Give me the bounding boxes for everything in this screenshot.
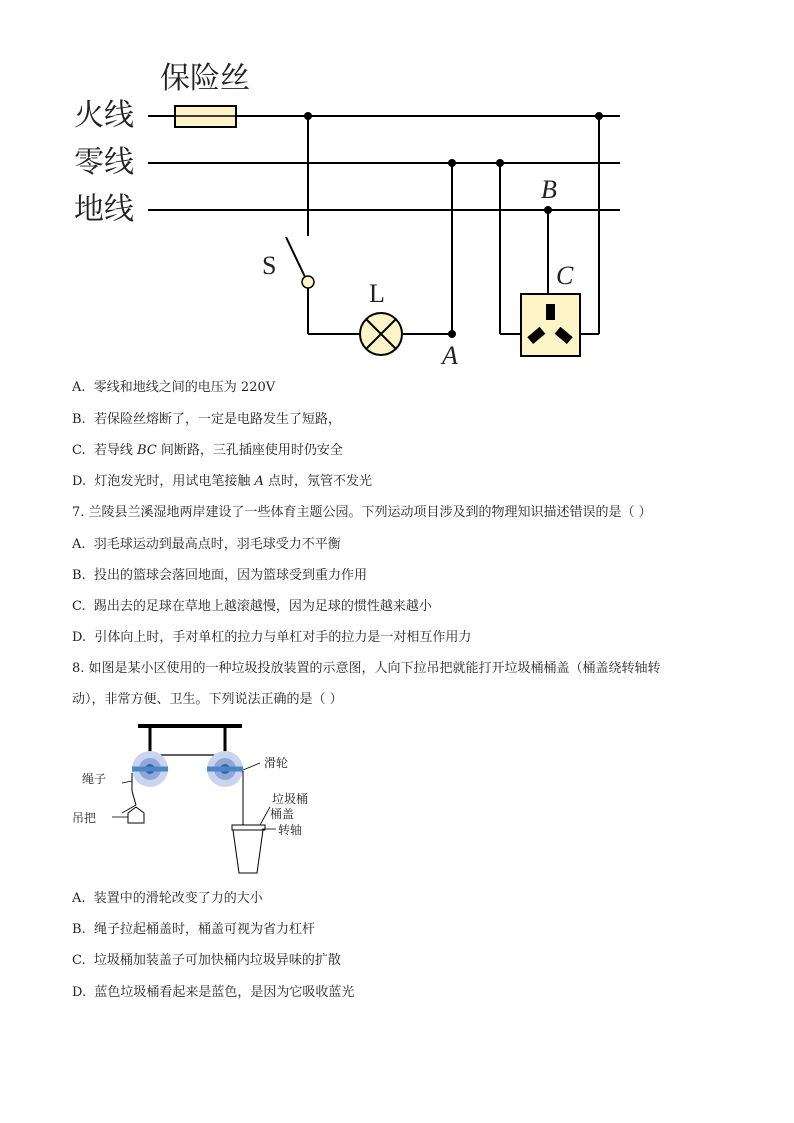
pulley-left-icon xyxy=(132,751,168,787)
option-text: 若保险丝熔断了，一定是电路发生了短路， xyxy=(93,412,341,427)
q8-option-b[interactable] xyxy=(72,922,315,938)
option-letter: A. xyxy=(72,537,86,552)
rope-label: 绳子 xyxy=(82,772,107,786)
option-text-pre: 若导线 xyxy=(93,443,138,458)
option-letter: C. xyxy=(72,953,86,968)
neutral-wire-label: 零线 xyxy=(74,145,134,180)
fuse-label: 保险丝 xyxy=(160,61,250,96)
pulley-right-icon xyxy=(207,751,243,787)
q7-stem: 7. 兰陵县兰溪湿地两岸建设了一些体育主题公园。下列运动项目涉及到的物理知识描述错误的是（ ） xyxy=(72,505,652,520)
option-text-italic: BC xyxy=(137,443,157,458)
lid-label: 桶盖 xyxy=(270,807,295,821)
option-letter: B. xyxy=(72,568,86,583)
option-text: 绳子拉起桶盖时，桶盖可视为省力杠杆 xyxy=(93,922,315,937)
q7-option-c[interactable] xyxy=(72,599,432,615)
junction-dot xyxy=(544,206,552,214)
junction-dot xyxy=(595,112,603,120)
garbage-bin-pulley-figure xyxy=(70,715,330,880)
option-letter: C. xyxy=(72,599,86,614)
q6-option-c[interactable] xyxy=(72,443,343,459)
junction-dot xyxy=(304,112,312,120)
handle-icon xyxy=(128,807,144,823)
option-text-pre: 灯泡发光时，用试电笔接触 xyxy=(94,474,255,489)
point-b-label: B xyxy=(541,175,557,204)
q8-option-a[interactable] xyxy=(72,891,263,907)
option-text-post: 点时，氖管不发光 xyxy=(263,474,373,489)
option-letter: B. xyxy=(72,922,86,937)
option-letter: A. xyxy=(72,891,86,906)
bin-lid-icon xyxy=(232,825,265,830)
q8-option-d[interactable] xyxy=(72,985,354,1001)
junction-dot xyxy=(496,159,504,167)
handle-label: 吊把 xyxy=(72,811,97,825)
switch-label: S xyxy=(262,251,277,280)
point-a-label: A xyxy=(442,341,458,370)
option-text: 羽毛球运动到最高点时，羽毛球受力不平衡 xyxy=(93,537,341,552)
q6-option-a[interactable] xyxy=(72,380,275,396)
lamp-label: L xyxy=(369,279,385,308)
option-text: 零线和地线之间的电压为 220V xyxy=(93,380,276,395)
switch-blade xyxy=(286,237,305,277)
lamp-icon xyxy=(360,313,402,355)
q7-option-d[interactable] xyxy=(72,630,471,646)
q7-option-a[interactable] xyxy=(72,537,341,553)
junction-dot-a xyxy=(448,330,456,338)
live-wire-label: 火线 xyxy=(74,98,134,133)
option-letter: D. xyxy=(72,630,87,645)
q7-option-b[interactable] xyxy=(72,568,367,584)
three-hole-socket-icon xyxy=(521,294,580,356)
option-letter: D. xyxy=(72,985,87,1000)
option-text: 垃圾桶加装盖子可加快桶内垃圾异味的扩散 xyxy=(93,953,341,968)
option-letter: B. xyxy=(72,412,86,427)
option-letter: C. xyxy=(72,443,86,458)
option-text: 踢出去的足球在草地上越滚越慢，因为足球的惯性越来越小 xyxy=(93,599,432,614)
q8-option-c[interactable] xyxy=(72,953,341,969)
q8-stem-line-2: 动），非常方便、卫生。下列说法正确的是（ ） xyxy=(72,692,343,707)
option-letter: A. xyxy=(72,380,86,395)
q6-option-d[interactable] xyxy=(72,474,372,490)
axis-label: 转轴 xyxy=(278,823,303,837)
option-letter: D. xyxy=(72,474,87,489)
option-text: 装置中的滑轮改变了力的大小 xyxy=(93,891,263,906)
ground-wire-label: 地线 xyxy=(74,192,134,227)
q8-stem-line-1: 8. 如图是某小区使用的一种垃圾投放装置的示意图，人向下拉吊把就能打开垃圾桶桶盖（桶盖绕转轴转 xyxy=(72,661,661,676)
option-text-italic: A xyxy=(254,474,264,489)
bin-label: 垃圾桶 xyxy=(272,792,309,806)
pulley-label: 滑轮 xyxy=(264,756,289,770)
junction-dot xyxy=(448,159,456,167)
q6-option-b[interactable] xyxy=(72,412,341,428)
household-circuit-diagram xyxy=(0,0,794,380)
option-text: 蓝色垃圾桶看起来是蓝色，是因为它吸收蓝光 xyxy=(94,985,355,1000)
garbage-bin-icon xyxy=(233,830,263,873)
option-text-post: 间断路，三孔插座使用时仍安全 xyxy=(156,443,343,458)
option-text: 引体向上时，手对单杠的拉力与单杠对手的拉力是一对相互作用力 xyxy=(94,630,472,645)
circuit-drawing xyxy=(0,0,794,380)
option-text: 投出的篮球会落回地面，因为篮球受到重力作用 xyxy=(93,568,367,583)
point-c-label: C xyxy=(556,261,574,290)
switch-contact-icon xyxy=(302,276,314,288)
